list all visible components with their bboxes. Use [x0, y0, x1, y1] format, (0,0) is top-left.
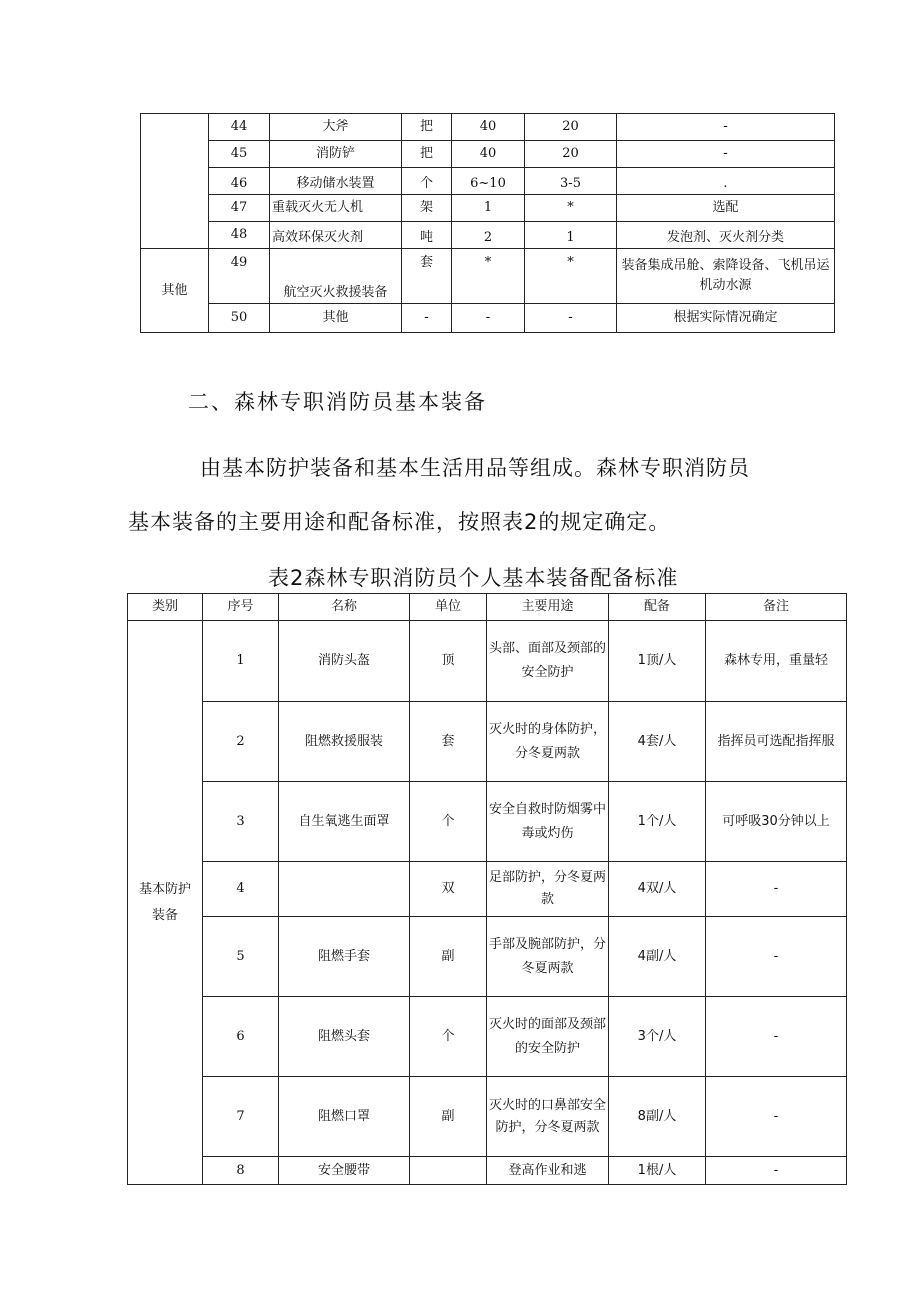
table-row: 5 阻燃手套 副 手部及腕部防护，分冬夏两款 4副/人 - — [128, 917, 847, 997]
table-row: 6 阻燃头套 个 灭火时的面部及颈部的安全防护 3个/人 - — [128, 997, 847, 1077]
table-row: 其他 49 航空灭火救援装备 套 * * 装备集成吊舱、索降设备、飞机吊运机动水源 — [141, 249, 835, 304]
table-row: 46 移动储水装置 个 6~10 3-5 . — [141, 168, 835, 195]
table-row: 8 安全腰带 登高作业和逃 1根/人 - — [128, 1157, 847, 1185]
table-header-row: 类别 序号 名称 单位 主要用途 配备 备注 — [128, 594, 847, 621]
paragraph-line-2: 基本装备的主要用途和配备标准，按照表2的规定确定。 — [128, 510, 671, 534]
table-row: 50 其他 - - - 根据实际情况确定 — [141, 304, 835, 333]
category-other: 其他 — [141, 249, 209, 333]
table-row: 44 大斧 把 40 20 - — [141, 114, 835, 141]
table-row: 7 阻燃口罩 副 灭火时的口鼻部安全防护，分冬夏两款 8副/人 - — [128, 1077, 847, 1157]
category-basic-protection: 基本防护装备 — [128, 621, 203, 1185]
table-row: 4 双 足部防护，分冬夏两款 4双/人 - — [128, 862, 847, 917]
section-heading: 二、森林专职消防员基本装备 — [188, 390, 487, 414]
table-row: 基本防护装备 1 消防头盔 顶 头部、面部及颈部的安全防护 1顶/人 森林专用，重量轻 — [128, 621, 847, 702]
table-row: 47 重载灭火无人机 架 1 * 选配 — [141, 195, 835, 222]
table-caption: 表2森林专职消防员个人基本装备配备标准 — [268, 566, 679, 590]
equipment-table-continued — [140, 113, 835, 333]
table-row: 48 高效环保灭火剂 吨 2 1 发泡剂、灭火剂分类 — [141, 222, 835, 249]
category-cell — [141, 114, 209, 249]
table-row: 45 消防铲 把 40 20 - — [141, 141, 835, 168]
table-row: 2 阻燃救援服装 套 灭火时的身体防护，分冬夏两款 4套/人 指挥员可选配指挥服 — [128, 702, 847, 782]
table-row: 3 自生氧逃生面罩 个 安全自救时防烟雾中毒或灼伤 1个/人 可呼吸30分钟以上 — [128, 782, 847, 862]
paragraph-line-1: 由基本防护装备和基本生活用品等组成。森林专职消防员 — [200, 456, 750, 480]
basic-equipment-table — [127, 593, 847, 1185]
